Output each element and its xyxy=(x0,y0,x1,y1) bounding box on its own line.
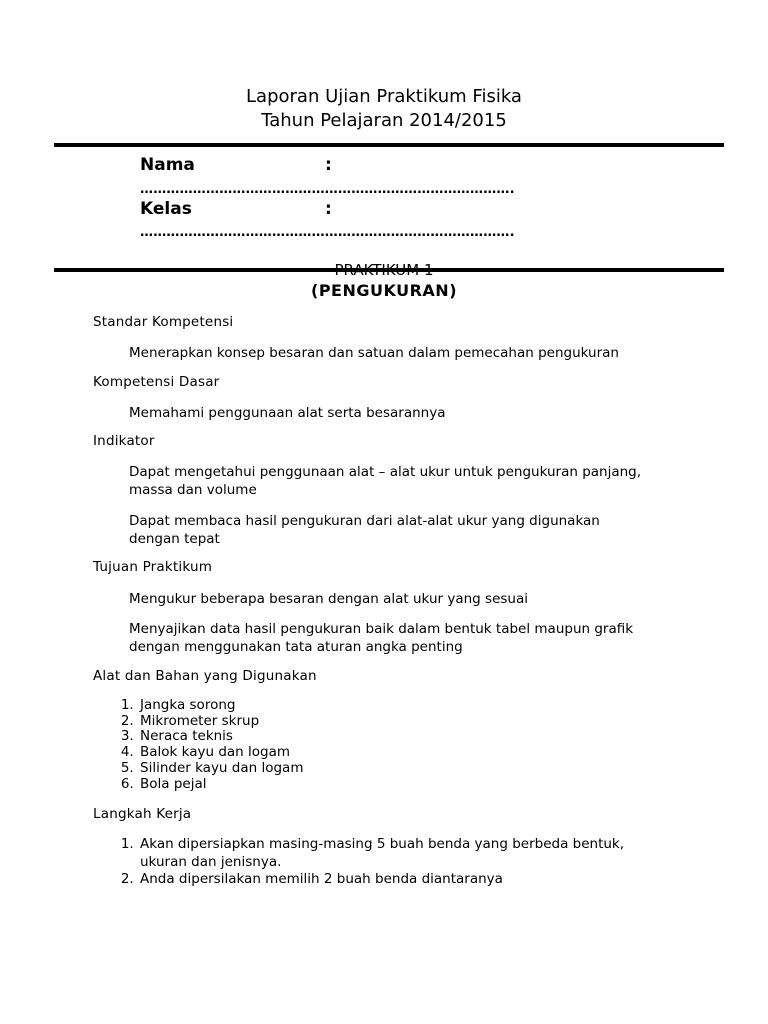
indikator-text-2: Dapat membaca hasil pengukuran dari alat-alat ukur yang digunakan dengan tepat xyxy=(129,513,600,547)
nama-colon: : xyxy=(325,155,332,175)
list-item: 2. Anda dipersilakan memilih 2 buah benda diantaranya xyxy=(138,871,668,889)
langkah-heading: Langkah Kerja xyxy=(93,806,192,822)
dasar-text: Memahami penggunaan alat serta besarannya xyxy=(129,405,446,421)
dasar-heading: Kompetensi Dasar xyxy=(93,374,220,390)
list-item: 2. Mikrometer skrup xyxy=(138,714,698,730)
report-title: Laporan Ujian Praktikum Fisika xyxy=(246,86,522,107)
standar-text: Menerapkan konsep besaran dan satuan dalam pemecahan pengukuran xyxy=(129,345,619,361)
indikator-heading: Indikator xyxy=(93,433,155,449)
tujuan-heading: Tujuan Praktikum xyxy=(93,559,213,575)
tujuan-text-2: Menyajikan data hasil pengukuran baik dalam bentuk tabel maupun grafik dengan menggunakan tata aturan angka penting xyxy=(129,621,634,655)
praktikum-subtitle: (PENGUKURAN) xyxy=(311,281,457,300)
school-year: Tahun Pelajaran 2014/2015 xyxy=(261,110,507,131)
kelas-label: Kelas xyxy=(140,199,192,219)
kelas-dots: …………………………………………………………………………. xyxy=(140,225,515,240)
list-item: 1. Jangka sorong xyxy=(138,698,698,714)
alat-heading: Alat dan Bahan yang Digunakan xyxy=(93,668,317,684)
top-rule xyxy=(54,143,724,147)
langkah-list xyxy=(93,836,668,889)
nama-label: Nama xyxy=(140,155,195,175)
nama-dots: …………………………………………………………………………. xyxy=(140,182,515,197)
tujuan-text-1: Mengukur beberapa besaran dengan alat ukur yang sesuai xyxy=(129,591,528,607)
list-item: 3. Neraca teknis xyxy=(138,729,698,745)
list-item: 1. Akan dipersiapkan masing-masing 5 buah benda yang berbeda bentuk, ukuran dan jenisnya. xyxy=(138,836,668,871)
standar-heading: Standar Kompetensi xyxy=(93,314,234,330)
list-item: 4. Balok kayu dan logam xyxy=(138,745,698,761)
list-item: 6. Bola pejal xyxy=(138,777,698,793)
kelas-colon: : xyxy=(325,199,332,219)
alat-list xyxy=(93,698,698,792)
indikator-text-1: Dapat mengetahui penggunaan alat – alat ukur untuk pengukuran panjang, massa dan volume xyxy=(129,464,642,498)
list-item: 5. Silinder kayu dan logam xyxy=(138,761,698,777)
bottom-rule xyxy=(54,268,724,272)
